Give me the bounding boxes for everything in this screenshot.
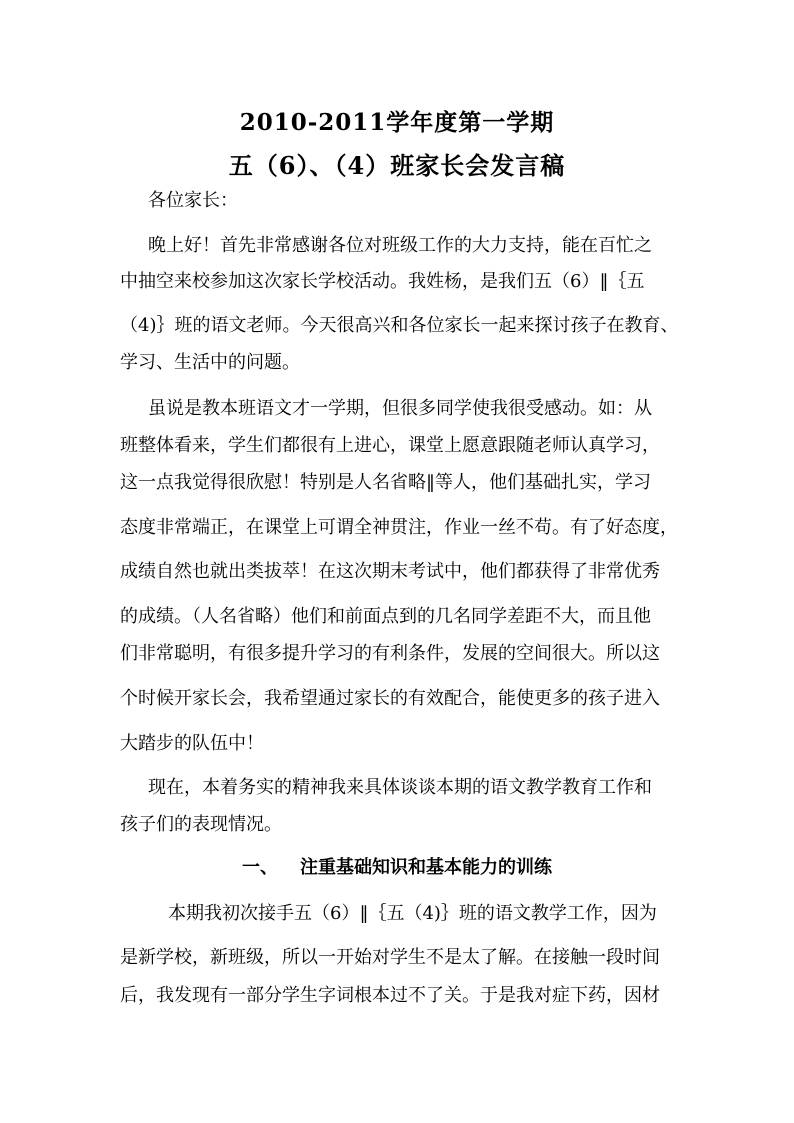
paragraph-line: 虽说是教本班语文才一学期，但很多同学使我很受感动。如：从 [148,398,652,419]
paragraph-line: 晚上好！首先非常感谢各位对班级工作的大力支持，能在百忙之 [148,235,652,256]
paragraph-line: 成绩自然也就出类拔萃！在这次期末考试中，他们都获得了非常优秀 [120,561,660,582]
document-subtitle: 五（6）、（4）班家长会发言稿 [228,151,566,180]
paragraph-line: 大踏步的队伍中！ [120,733,264,754]
paragraph-line: 孩子们的表现情况。 [120,814,282,835]
paragraph-line: 们非常聪明，有很多提升学习的有利条件，发展的空间很大。所以这 [120,643,660,664]
paragraph-line: 现在，本着务实的精神我来具体谈谈本期的语文教学教育工作和 [148,777,652,798]
paragraph-line: （4)｝班的语文老师。今天很高兴和各位家长一起来探讨孩子在教育、 [120,315,679,336]
paragraph-line: 中抽空来校参加这次家长学校活动。我姓杨，是我们五（6）‖｛五 [120,271,645,292]
document-title: 2010-2011学年度第一学期 [239,109,555,136]
paragraph-line: 的成绩。（人名省略）他们和前面点到的几名同学差距不大，而且他 [120,606,651,627]
paragraph-line: 是新学校，新班级，所以一开始对学生不是太了解。在接触一段时间 [120,947,660,968]
paragraph-line: 学习、生活中的问题。 [120,352,300,373]
paragraph-line: 后，我发现有一部分学生字词根本过不了关。于是我对症下药，因材 [120,985,660,1006]
paragraph-line: 这一点我觉得很欣慰！特别是人名省略‖等人，他们基础扎实，学习 [120,472,651,493]
section-number: 一、 [242,857,278,878]
section-title: 注重基础知识和基本能力的训练 [300,857,552,878]
paragraph-line: 班整体看来，学生们都很有上进心，课堂上愿意跟随老师认真学习， [120,435,660,456]
section-heading [0,856,794,880]
paragraph-line: 态度非常端正，在课堂上可谓全神贯注，作业一丝不苟。有了好态度， [120,517,678,538]
greeting: 各位家长： [148,190,238,211]
paragraph-line: 本期我初次接手五（6）‖｛五（4)｝班的语文教学工作，因为 [168,903,657,924]
paragraph-line: 个时候开家长会，我希望通过家长的有效配合，能使更多的孩子进入 [120,688,660,709]
